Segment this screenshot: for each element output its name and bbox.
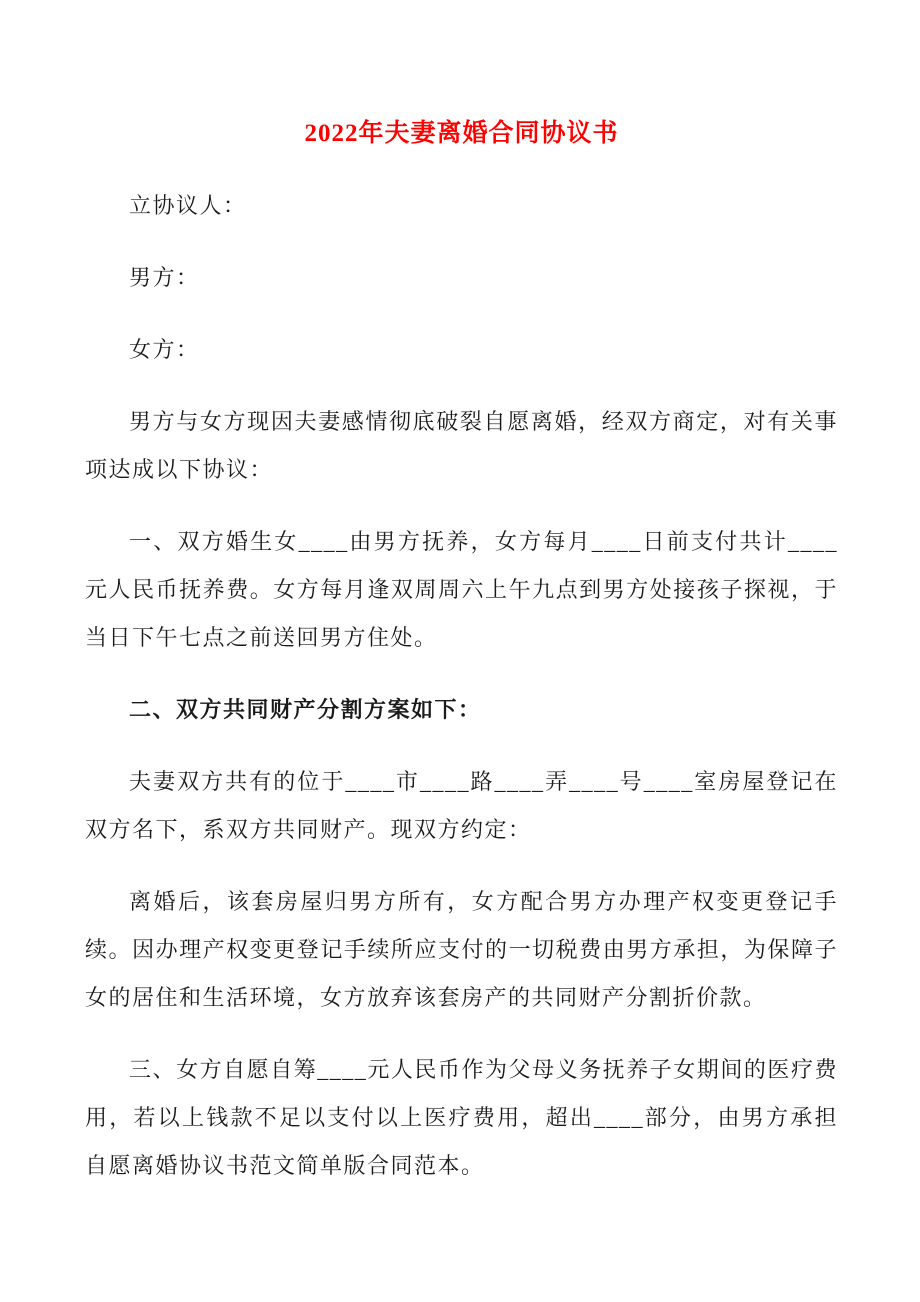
party-female-line: 女方： <box>129 337 200 362</box>
clause-1-child-custody-paragraph: 一、双方婚生女____由男方抚养，女方每月____日前支付共计____元人民币抚养费。女方每月逢双周周六上午九点到男方处接孩子探视，于当日下午七点之前送回男方住处。 <box>85 529 838 650</box>
party-declarant-line: 立协议人： <box>129 193 247 218</box>
clause-3-medical-expenses-paragraph: 三、女方自愿自筹____元人民币作为父母义务抚养子女期间的医疗费用，若以上钱款不足以支付以上医疗费用，超出____部分，由男方承担自愿离婚协议书范文简单版合同范本。 <box>85 1057 838 1178</box>
clause-2-property-location-paragraph: 夫妻双方共有的位于____市____路____弄____号____室房屋登记在双方名下，系双方共同财产。现双方约定： <box>85 769 838 842</box>
clause-2-house-ownership-paragraph: 离婚后，该套房屋归男方所有，女方配合男方办理产权变更登记手续。因办理产权变更登记手续所应支付的一切税费由男方承担，为保障子女的居住和生活环境，女方放弃该套房产的共同财产分割折价款。 <box>85 889 838 1010</box>
clause-2-heading: 二、双方共同财产分割方案如下： <box>129 697 482 722</box>
party-male-line: 男方： <box>129 265 200 290</box>
document-title: 2022年夫妻离婚合同协议书 <box>304 120 619 147</box>
preamble-paragraph: 男方与女方现因夫妻感情彻底破裂自愿离婚，经双方商定，对有关事项达成以下协议： <box>85 409 838 482</box>
